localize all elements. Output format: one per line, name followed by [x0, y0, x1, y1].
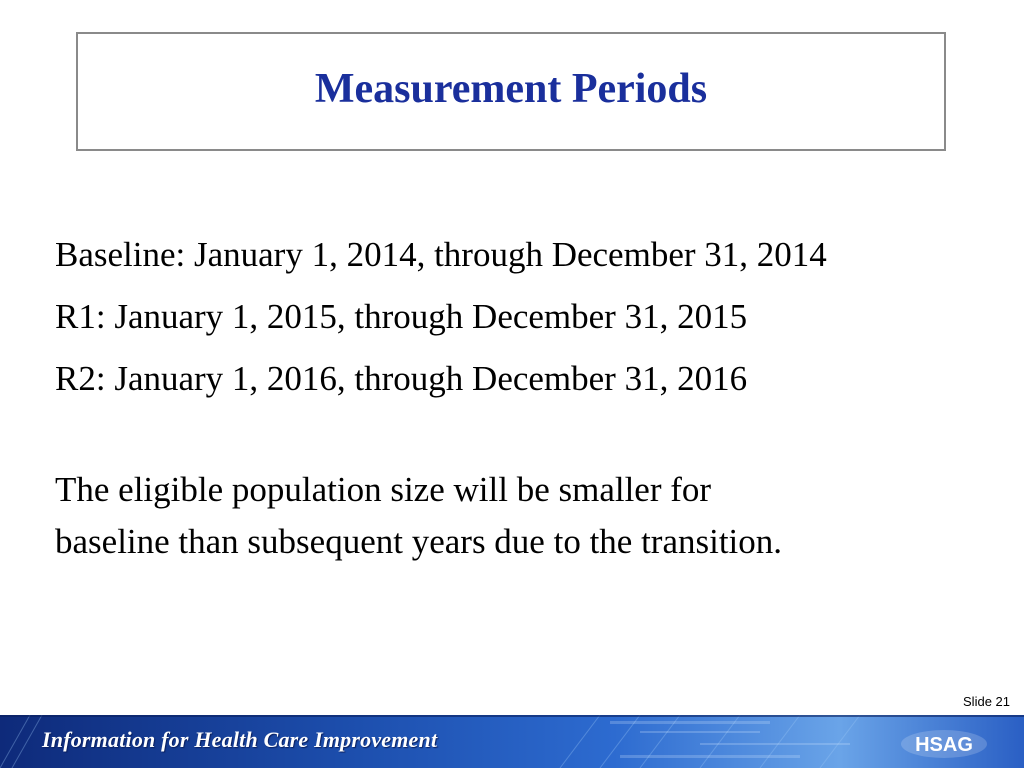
slide-title: Measurement Periods — [314, 65, 708, 112]
hsag-logo-text: HSAG — [915, 734, 973, 756]
period-r1: R1: January 1, 2015, through December 31, 2015 — [55, 297, 748, 336]
population-note-line-1: The eligible population size will be smaller for — [55, 470, 712, 509]
population-note-line-2: baseline than subsequent years due to the transition. — [55, 522, 783, 561]
footer-banner — [0, 715, 1024, 768]
hsag-logo — [900, 729, 988, 759]
footer-tagline: Information for Health Care Improvement — [42, 727, 438, 752]
slide-body — [55, 232, 1010, 568]
period-baseline: Baseline: January 1, 2014, through December 31, 2014 — [55, 235, 827, 274]
period-r2: R2: January 1, 2016, through December 31, 2016 — [55, 359, 748, 398]
slide-number: Slide 21 — [963, 694, 1010, 709]
title-box — [76, 32, 946, 151]
population-note — [55, 464, 1010, 568]
